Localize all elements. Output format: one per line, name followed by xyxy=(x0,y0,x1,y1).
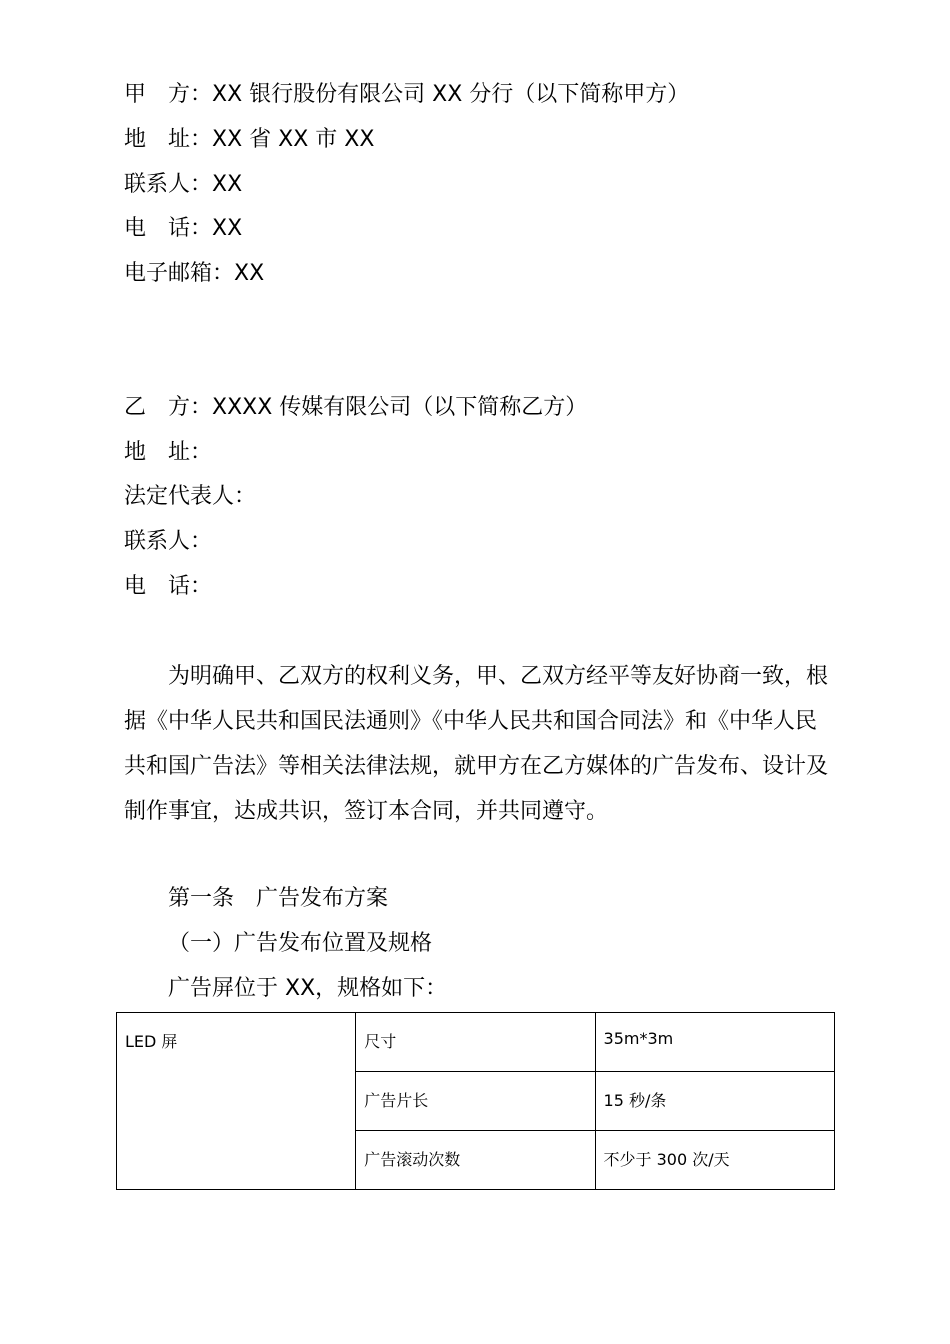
party-a-address: 地 址：XX 省 XX 市 XX xyxy=(124,127,375,152)
spec-value-cell: 35m*3m xyxy=(595,1013,834,1072)
spec-label-cell: 广告片长 xyxy=(356,1072,595,1131)
article-1-section-1: （一）广告发布位置及规格 xyxy=(168,931,433,956)
party-a-phone: 电 话：XX xyxy=(124,216,243,241)
article-1-title: 第一条 广告发布方案 xyxy=(168,886,389,911)
party-b-phone: 电 话： xyxy=(124,574,213,599)
spec-value-cell: 15 秒/条 xyxy=(595,1072,834,1131)
table-row xyxy=(117,1013,835,1072)
spec-label-cell: 尺寸 xyxy=(356,1013,595,1072)
article-1-intro: 广告屏位于 XX，规格如下： xyxy=(168,976,448,1001)
party-b-name: 乙 方：XXXX 传媒有限公司（以下简称乙方） xyxy=(124,395,588,420)
party-b-contact: 联系人： xyxy=(124,529,213,554)
spec-value-cell: 不少于 300 次/天 xyxy=(595,1131,834,1190)
preamble-paragraph: 为明确甲、乙双方的权利义务，甲、乙双方经平等友好协商一致，根据《中华人民共和国民法通则》《中华人民共和国合同法》和《中华人民共和国广告法》等相关法律法规，就甲方在乙方媒体的广告发布、设计及制作事宜，达成共识，签订本合同，并共同遵守。 xyxy=(124,664,829,824)
party-b-address: 地 址： xyxy=(124,440,213,465)
party-a-contact: 联系人：XX xyxy=(124,172,243,197)
party-b-legal-rep: 法定代表人： xyxy=(124,484,257,509)
spec-label-cell: 广告滚动次数 xyxy=(356,1131,595,1190)
party-a-email: 电子邮箱：XX xyxy=(124,261,265,286)
screen-type-cell: LED 屏 xyxy=(117,1013,356,1190)
party-a-name: 甲 方：XX 银行股份有限公司 XX 分行（以下简称甲方） xyxy=(124,82,690,107)
spec-table xyxy=(116,1012,835,1190)
